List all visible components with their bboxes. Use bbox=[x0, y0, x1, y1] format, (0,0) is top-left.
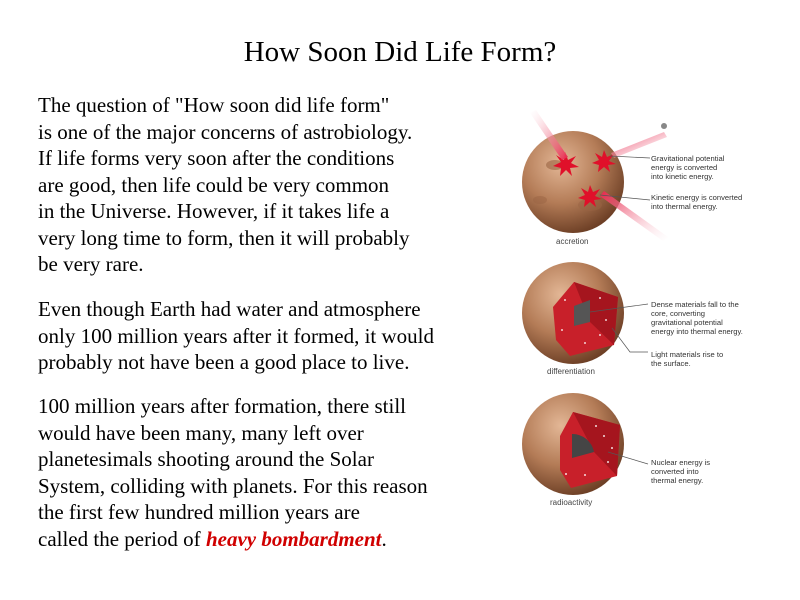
differentiation-planet bbox=[522, 262, 624, 364]
caption-radioactivity: radioactivity bbox=[550, 498, 593, 507]
text-line: very long time to form, then it will probably bbox=[38, 225, 410, 250]
callout-kinetic-energy bbox=[651, 193, 742, 211]
text-line: would have been many, many left over bbox=[38, 420, 364, 445]
callout-gravitational-potential bbox=[651, 154, 724, 181]
callout-line: into kinetic energy. bbox=[651, 172, 714, 181]
callout-line: Light materials rise to bbox=[651, 350, 724, 359]
text-line: only 100 million years after it formed, it would bbox=[38, 323, 435, 348]
accretion-planet bbox=[522, 131, 624, 233]
text-line: be very rare. bbox=[38, 252, 144, 276]
callout-line: the surface. bbox=[651, 359, 691, 368]
callout-line: energy into thermal energy. bbox=[651, 327, 743, 336]
text-line: Even though Earth had water and atmosphere bbox=[38, 297, 421, 321]
callout-line: Kinetic energy is converted bbox=[651, 193, 743, 202]
callout-light-materials bbox=[651, 350, 723, 368]
callout-nuclear-energy bbox=[651, 458, 710, 485]
text-line: 100 million years after formation, there still bbox=[38, 394, 406, 418]
caption-differentiation: differentiation bbox=[547, 367, 595, 376]
callout-line: energy is converted bbox=[651, 163, 718, 172]
text-line: If life forms very soon after the conditions bbox=[38, 146, 395, 170]
caption-accretion: accretion bbox=[556, 237, 589, 246]
text-line: System, colliding with planets. For this reason bbox=[38, 473, 428, 498]
callout-line: core, converting bbox=[651, 309, 706, 318]
text-line: in the Universe. However, if it takes life a bbox=[38, 199, 390, 223]
heavy-bombardment-emphasis: heavy bombardment bbox=[205, 526, 382, 551]
callout-line: converted into bbox=[651, 467, 699, 476]
radioactivity-planet bbox=[522, 393, 624, 495]
text-prefix: called the period of bbox=[38, 526, 206, 551]
callout-line: Gravitational potential bbox=[651, 154, 725, 163]
text-line: the first few hundred million years are bbox=[38, 500, 360, 524]
callout-dense-materials bbox=[651, 300, 743, 336]
text-line: probably not have been a good place to live. bbox=[38, 350, 410, 374]
callout-line: Nuclear energy is bbox=[651, 458, 711, 467]
text-suffix: . bbox=[381, 526, 387, 551]
text-line: planetesimals shooting around the Solar bbox=[38, 447, 374, 471]
callout-line: gravitational potential bbox=[651, 318, 723, 327]
text-line: are good, then life could be very common bbox=[38, 172, 390, 197]
callout-line: Dense materials fall to the bbox=[651, 300, 739, 309]
text-line: The question of "How soon did life form" bbox=[38, 93, 390, 117]
slide-title: How Soon Did Life Form? bbox=[243, 36, 557, 68]
callout-line: into thermal energy. bbox=[651, 202, 718, 211]
callout-line: thermal energy. bbox=[651, 476, 704, 485]
text-line: is one of the major concerns of astrobiology. bbox=[38, 119, 413, 144]
